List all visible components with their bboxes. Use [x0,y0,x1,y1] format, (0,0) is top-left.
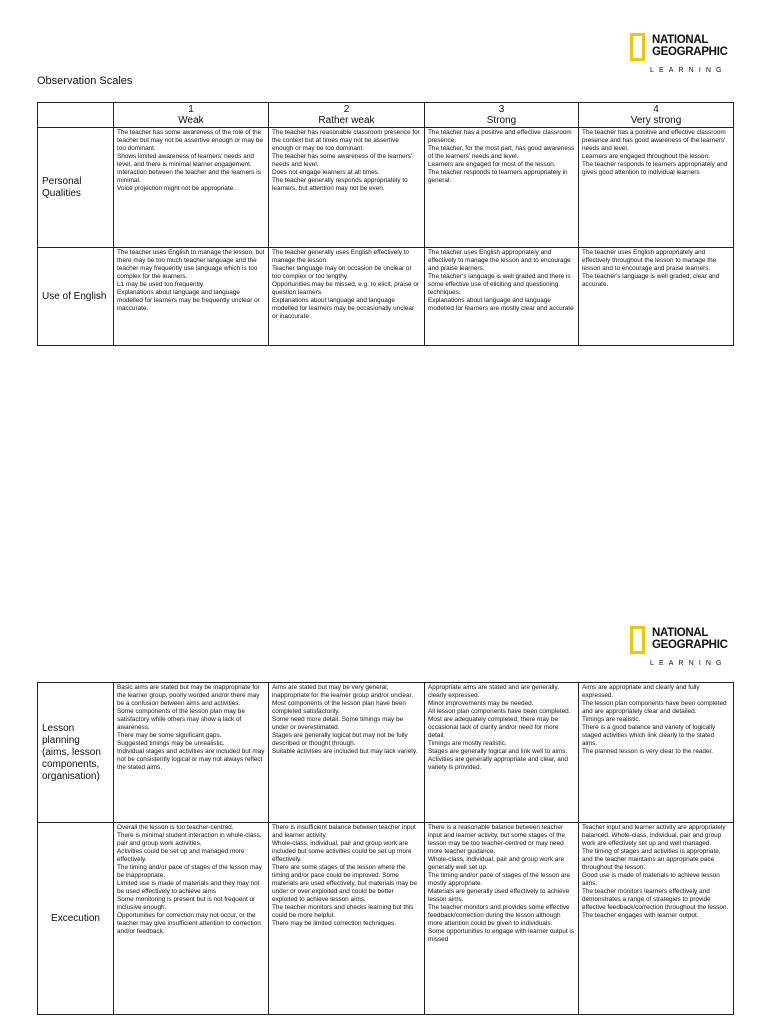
cell-line: The teacher uses English to manage the lesson, but there may be too much teacher language and the teacher may frequently use language which is too complex for the learners. [117,249,265,280]
cell-line: The timing of stages and activities is appropriate, and the teacher maintains an appropriate pace throughout the lesson. [582,848,721,871]
cell-line: The teacher monitors and provides some effective feedback/correction during the lesson although more attention could be given to individuals. [428,904,570,927]
observation-scales-table-continued [37,682,734,1015]
table-cell [269,683,425,823]
cell-line: Shows limited awareness of learners' needs and level, and there is minimal learner engagement. [117,153,254,168]
table-row [38,683,734,823]
cell-line: The timing and/or pace of stages of the lesson may be inappropriate. [117,864,262,879]
table-cell [425,248,579,346]
header-row [38,103,734,128]
table-cell [579,823,734,1015]
cell-line: Activities could be set up and managed more effectively. [117,848,245,863]
cell-line: Minor improvements may be needed. [428,700,534,707]
header-empty-cell [38,103,114,128]
cell-line: Individual stages and activities are included but may not be consistently logical or may not always reflect the stated aims. [117,748,265,771]
table-cell [579,128,734,248]
header-cell: 4 Very strong [579,103,734,128]
cell-line: Teacher input and learner activity are appropriately balanced. Whole-class, individual, pair and group work are effectively set up and well managed. [582,824,726,847]
table-cell [114,823,269,1015]
table-cell [425,683,579,823]
cell-line: Suitable activities are included but may lack variety. [272,748,418,755]
header-cell: 1 Weak [114,103,269,128]
page-title: Observation Scales [37,75,133,87]
row-label: Lesson planning (aims, lesson components, organisation) [38,683,114,823]
cell-line: There are some stages of the lesson where the timing and/or pace could be improved. Some materials are used effectively, but materials may be under or over exploited and could be better exploited to achieve lesson aims. [272,864,418,903]
cell-line: Opportunities for correction may not occur, or the teacher may give insufficient attention to correction and/or feedback. [117,912,261,935]
cell-line: Aims are appropriate and clearly and fully expressed. [582,684,700,699]
cell-line: The teacher has reasonable classroom presence for the context but at times may not be assertive enough or may be too dominant. [272,129,420,152]
cell-line: The teacher has some awareness of the learners' needs and level. [272,153,413,168]
cell-line: The teacher monitors learners effectively and demonstrates a range of strategies to provide effective feedback/correction throughout the lesson. [582,888,729,911]
row-label: Personal Qualities [38,128,114,248]
cell-line: The teacher generally uses English effectively to manage the lesson. [272,249,410,264]
cell-line: The teacher's language is well graded, clear and accurate. [582,273,720,288]
cell-line: Stages are generally logical and link well to aims. Activities are generally appropriate and clear, and variety is provided. [428,748,568,771]
cell-line: Does not engage learners at all times. [272,169,380,176]
logo-subtitle: LEARNING [650,67,727,74]
cell-line: Some need more detail. Some timings may be under or overestimated. [272,716,404,731]
row-label: Use of English [38,248,114,346]
cell-line: The teacher has a positive and effective classroom presence. [428,129,572,144]
table-cell [114,248,269,346]
cell-line: The teacher responds to learners appropriately and gives good attention to individual learners [582,161,728,176]
table-cell [269,128,425,248]
cell-line: Basic aims are stated but may be inappropriate for the learner group, poorly worded and/or there may be a confusion between aims and activities. [117,684,260,707]
table-cell [579,683,734,823]
cell-line: The teacher has a positive and effective classroom presence and has good awareness of the learners' needs and level. [582,129,726,152]
table-cell [579,248,734,346]
cell-line: All lesson plan components have been completed. [428,708,571,715]
cell-line: Good use is made of materials to achieve lesson aims. [582,872,720,887]
table-cell [269,248,425,346]
cell-line: Most are adequately completed; there may be occasional lack of clarity and/or need for more detail. [428,716,559,739]
cell-line: Explanations about language and language modelled for learners are mostly clear and accurate [428,297,574,312]
logo-name-line1: NATIONAL [652,627,709,639]
logo-yellow-frame-icon [630,33,645,61]
cell-line: There is a good balance and variety of logically staged activities which link clearly to the stated aims. [582,724,716,747]
national-geographic-logo [630,626,730,672]
cell-line: Teacher language may on occasion be unclear or too complex or too lengthy. [272,265,412,280]
cell-line: There is a reasonable balance between teacher input and learner activity, but some stages of the lesson may be too teacher-centred or may need more teacher guidance. [428,824,566,855]
table-cell [425,128,579,248]
cell-line: The teacher generally responds appropriately to learners, but attention may not be even. [272,177,408,192]
cell-line: Overall the lesson is too teacher-centred. [117,824,234,831]
table-row [38,128,734,248]
cell-line: Voice projection might not be appropriate. [117,185,235,192]
national-geographic-logo [630,33,730,79]
table-cell [114,128,269,248]
cell-line: Some components of the lesson plan may be satisfactory while others may show a lack of awareness. [117,708,245,731]
header-cell: 3 Strong [425,103,579,128]
cell-line: Explanations about language and language modelled for learners may be frequently unclear or inaccurate. [117,289,260,312]
table-row [38,823,734,1015]
cell-line: There is minimal student interaction in whole-class, pair and group work activities. [117,832,262,847]
cell-line: The teacher monitors and checks learning but this could be more helpful. [272,904,414,919]
cell-line: Explanations about language and language modelled for learners may be occasionally unclear or inaccurate. [272,297,415,320]
cell-line: The lesson plan components have been completed and are appropriately clear and detailed. [582,700,727,715]
cell-line: Limited use is made of materials and they may not be used effectively to achieve aims [117,880,260,895]
cell-line: The teacher engages with learner output. [582,912,699,919]
cell-line: The teacher responds to learners appropriately in general. [428,169,568,184]
logo-name-line2: GEOGRAPHIC [652,639,728,651]
logo-subtitle: LEARNING [650,660,727,667]
cell-line: Interaction between the teacher and the learners is minimal. [117,169,261,184]
cell-line: Most components of the lesson plan have been completed satisfactorily. [272,700,406,715]
cell-line: There may be limited correction techniques. [272,920,396,927]
cell-line: Whole-class, individual, pair and group work are generally well set up. [428,856,565,871]
cell-line: Learners are engaged throughout the lesson. [582,153,710,160]
cell-line: Whole-class, individual, pair and group work are included but some activities could be set up more effectively. [272,840,412,863]
logo-yellow-frame-icon [630,626,645,654]
row-label: Excecution [38,823,114,1015]
cell-line: The teacher uses English appropriately and effectively throughout the lesson to manage the lesson and to encourage and praise learners. [582,249,717,272]
observation-scales-table [37,102,734,346]
table-cell [114,683,269,823]
cell-line: Appropriate aims are stated and are generally, clearly expressed. [428,684,559,699]
cell-line: Some opportunities to engage with learner output is missed [428,928,575,943]
cell-line: Timings are realistic. [582,716,641,723]
cell-line: There may be some significant gaps. [117,732,222,739]
cell-line: The teacher's language is well graded and there is some effective use of eliciting and questioning techniques. [428,273,571,296]
cell-line: Learners are engaged for most of the lesson. [428,161,556,168]
table-cell [425,823,579,1015]
cell-line: Stages are generally logical but may not be fully described or thought through. [272,732,408,747]
table-cell [269,823,425,1015]
logo-name-line2: GEOGRAPHIC [652,46,728,58]
cell-line: Opportunities may be missed, e.g. to elicit, praise or question learners. [272,281,420,296]
cell-line: The teacher uses English appropriately and effectively to manage the lesson and to encourage and praise learners. [428,249,571,272]
cell-line: The timing and/or pace of stages of the lesson are mostly appropriate. [428,872,571,887]
cell-line: Materials are generally used effectively to achieve lesson aims. [428,888,570,903]
cell-line: The teacher, for the most part, has good awareness of the learners' needs and level. [428,145,575,160]
cell-line: L1 may be used too frequently. [117,281,205,288]
cell-line: Some monitoring is present but is not frequent or inclusive enough. [117,896,256,911]
cell-line: The planned lesson is very clear to the reader. [582,748,714,755]
cell-line: There is insufficient balance between teacher input and learner activity. [272,824,416,839]
table-row [38,248,734,346]
header-cell: 2 Rather weak [269,103,425,128]
logo-name-line1: NATIONAL [652,34,709,46]
cell-line: Suggested timings may be unrealistic. [117,740,225,747]
cell-line: The teacher has some awareness of the role of the teacher but may not be assertive enough or may be too dominant. [117,129,264,152]
cell-line: Aims are stated but may be very general, inappropriate for the learner group and/or unclear. [272,684,414,699]
cell-line: Timings are mostly realistic. [428,740,507,747]
